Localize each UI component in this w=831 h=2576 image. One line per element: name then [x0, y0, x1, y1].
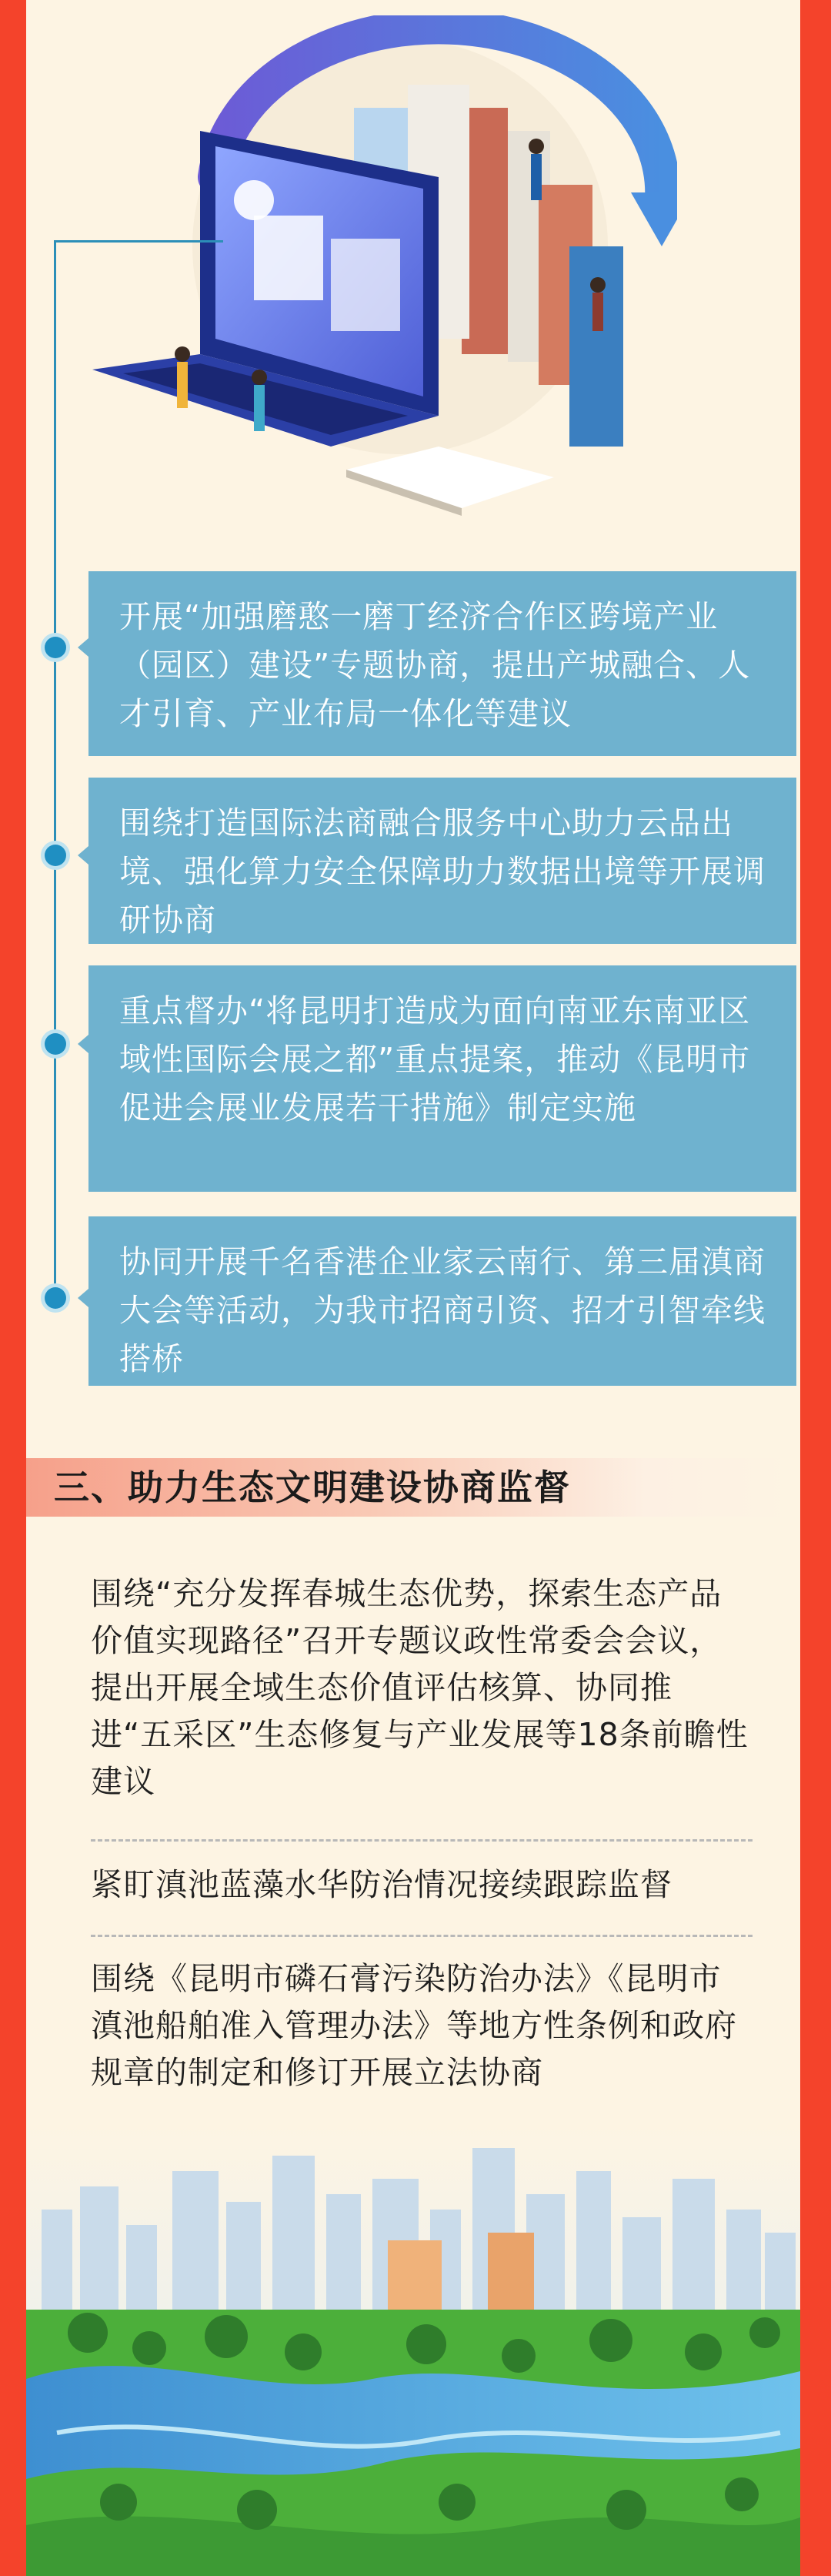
section-paragraph: 围绕《昆明市磷石膏污染防治办法》《昆明市滇池船舶准入管理办法》等地方性条例和政府规章的制定和修订开展立法协商	[91, 1960, 737, 2091]
timeline-card-text: 重点督办“将昆明打造成为面向南亚东南亚区域性国际会展之都”重点提案，推动《昆明市促进会展业发展若干措施》制定实施	[119, 992, 751, 1126]
card-pointer	[78, 846, 88, 865]
timeline-card	[88, 571, 796, 756]
timeline-line	[54, 240, 56, 1301]
section-title: 三、助力生态文明建设协商监督	[54, 1467, 571, 1508]
timeline-card-text: 协同开展千名香港企业家云南行、第三届滇商大会等活动，为我市招商引资、招才引智牵线搭桥	[119, 1243, 766, 1377]
timeline-card-text: 开展“加强磨憨一磨丁经济合作区跨境产业（园区）建设”专题协商，提出产城融合、人才引育、产业布局一体化等建议	[119, 598, 751, 732]
dashed-divider	[91, 1839, 753, 1842]
timeline-card	[88, 965, 796, 1192]
section-paragraph: 紧盯滇池蓝藻水华防治情况接续跟踪监督	[91, 1866, 672, 1903]
card-pointer	[78, 1035, 88, 1053]
timeline-card	[88, 1216, 796, 1386]
card-pointer	[78, 1289, 88, 1307]
city-park-illustration	[26, 2125, 800, 2576]
timeline-dot	[45, 637, 66, 658]
timeline-card-text: 围绕打造国际法商融合服务中心助力云品出境、强化算力安全保障助力数据出境等开展调研协商	[119, 805, 766, 938]
timeline-connector	[54, 240, 223, 243]
timeline-card	[88, 778, 796, 944]
section-paragraph: 围绕“充分发挥春城生态优势，探索生态产品价值实现路径”召开专题议政性常委会会议，提出开展全域生态价值评估核算、协同推进“五采区”生态修复与产业发展等18条前瞻性建议	[91, 1575, 749, 1800]
timeline-dot	[45, 1287, 66, 1309]
dashed-divider	[91, 1935, 753, 1937]
laptop-books-illustration	[77, 15, 677, 539]
timeline-dot	[45, 845, 66, 866]
card-pointer	[78, 638, 88, 657]
timeline-dot	[45, 1033, 66, 1055]
